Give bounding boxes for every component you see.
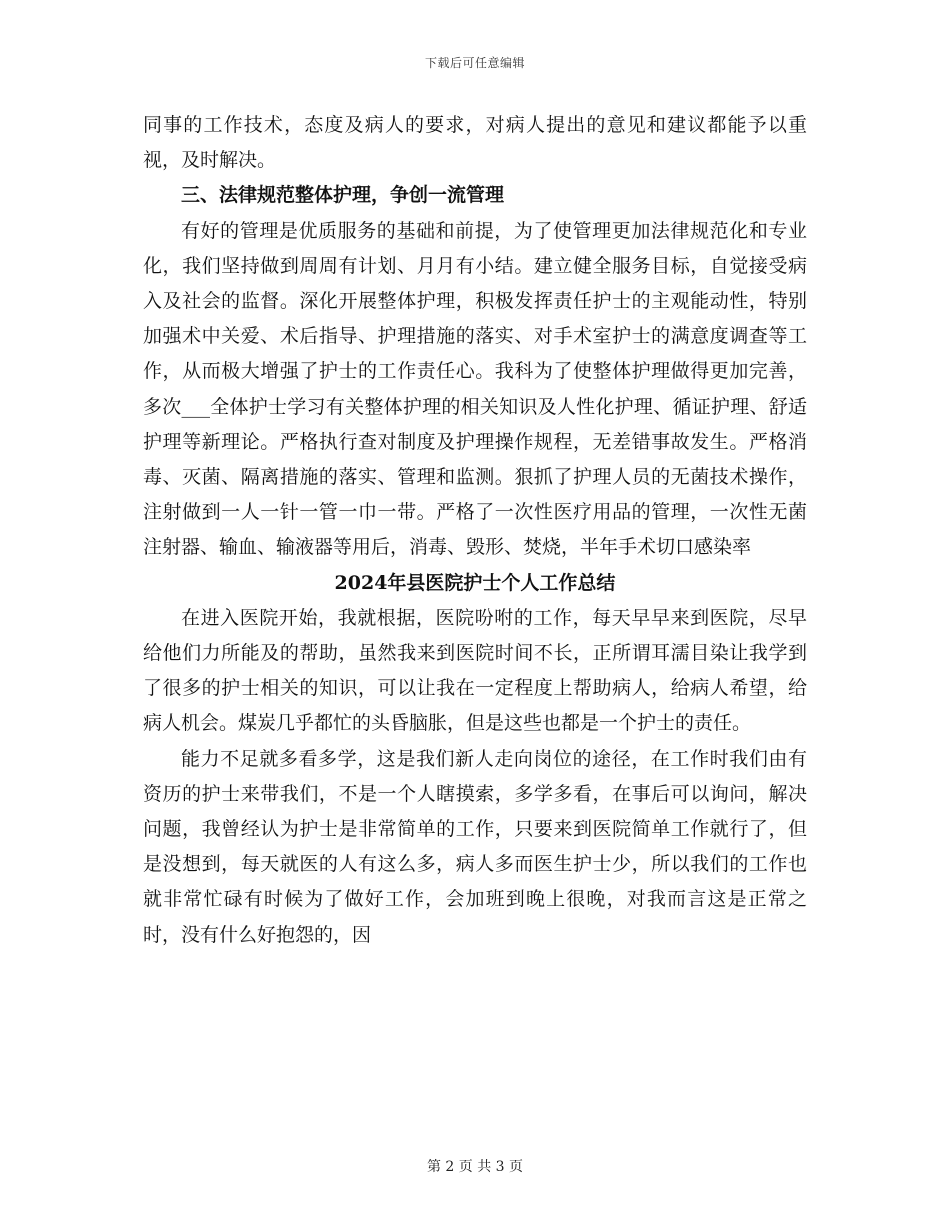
- paragraph-continuation: 同事的工作技术，态度及病人的要求，对病人提出的意见和建议都能予以重视，及时解决。: [143, 114, 807, 172]
- section-heading: 三、法律规范整体护理，争创一流管理: [181, 184, 505, 207]
- document-title: 2024年县医院护士个人工作总结: [334, 571, 616, 594]
- paragraph-intro: 在进入医院开始，我就根据，医院吩咐的工作，每天早早来到医院，尽早给他们力所能及的帮助，虽然我来到医院时间不长，正所谓耳濡目染让我学到了很多的护士相关的知识，可以让我在一定程度上帮助病人，给病人希望，给病人机会。煤炭几乎都忙的头昏脑胀，但是这些也都是一个护士的责任。: [143, 606, 807, 735]
- paragraph-management: 有好的管理是优质服务的基础和前提，为了使管理更加法律规范化和专业化，我们坚持做到周周有计划、月月有小结。建立健全服务目标，自觉接受病入及社会的监督。深化开展整体护理，积极发挥责任护士的主观能动性，特别加强术中关爱、术后指导、护理措施的落实、对手术室护士的满意度调查等工作，从而极大增强了护士的工作责任心。我科为了使整体护理做得更加完善，多次___全体护士学习有关整体护理的相关知识及人性化护理、循证护理、舒适护理等新理论。严格执行查对制度及护理操作规程，无差错事故发生。严格消毒、灭菌、隔离措施的落实、管理和监测。狠抓了护理人员的无菌技术操作，注射做到一人一针一管一巾一带。严格了一次性医疗用品的管理，一次性无菌注射器、输血、输液器等用后，消毒、毁形、焚烧，半年手术切口感染率: [143, 219, 807, 559]
- page-header: 下载后可任意编辑: [424, 56, 525, 70]
- paragraph-learning: 能力不足就多看多学，这是我们新人走向岗位的途径，在工作时我们由有资历的护士来带我们，不是一个人瞎摸索，多学多看，在事后可以询问，解决问题，我曾经认为护士是非常简单的工作，只要来到医院简单工作就行了，但是没想到，每天就医的人有这么多，病人多而医生护士少，所以我们的工作也就非常忙碌有时候为了做好工作，会加班到晚上很晚，对我而言这是正常之时，没有什么好抱怨的，因: [143, 747, 807, 946]
- page-number: 第 2 页 共 3 页: [426, 1159, 524, 1175]
- document-body: [143, 108, 807, 953]
